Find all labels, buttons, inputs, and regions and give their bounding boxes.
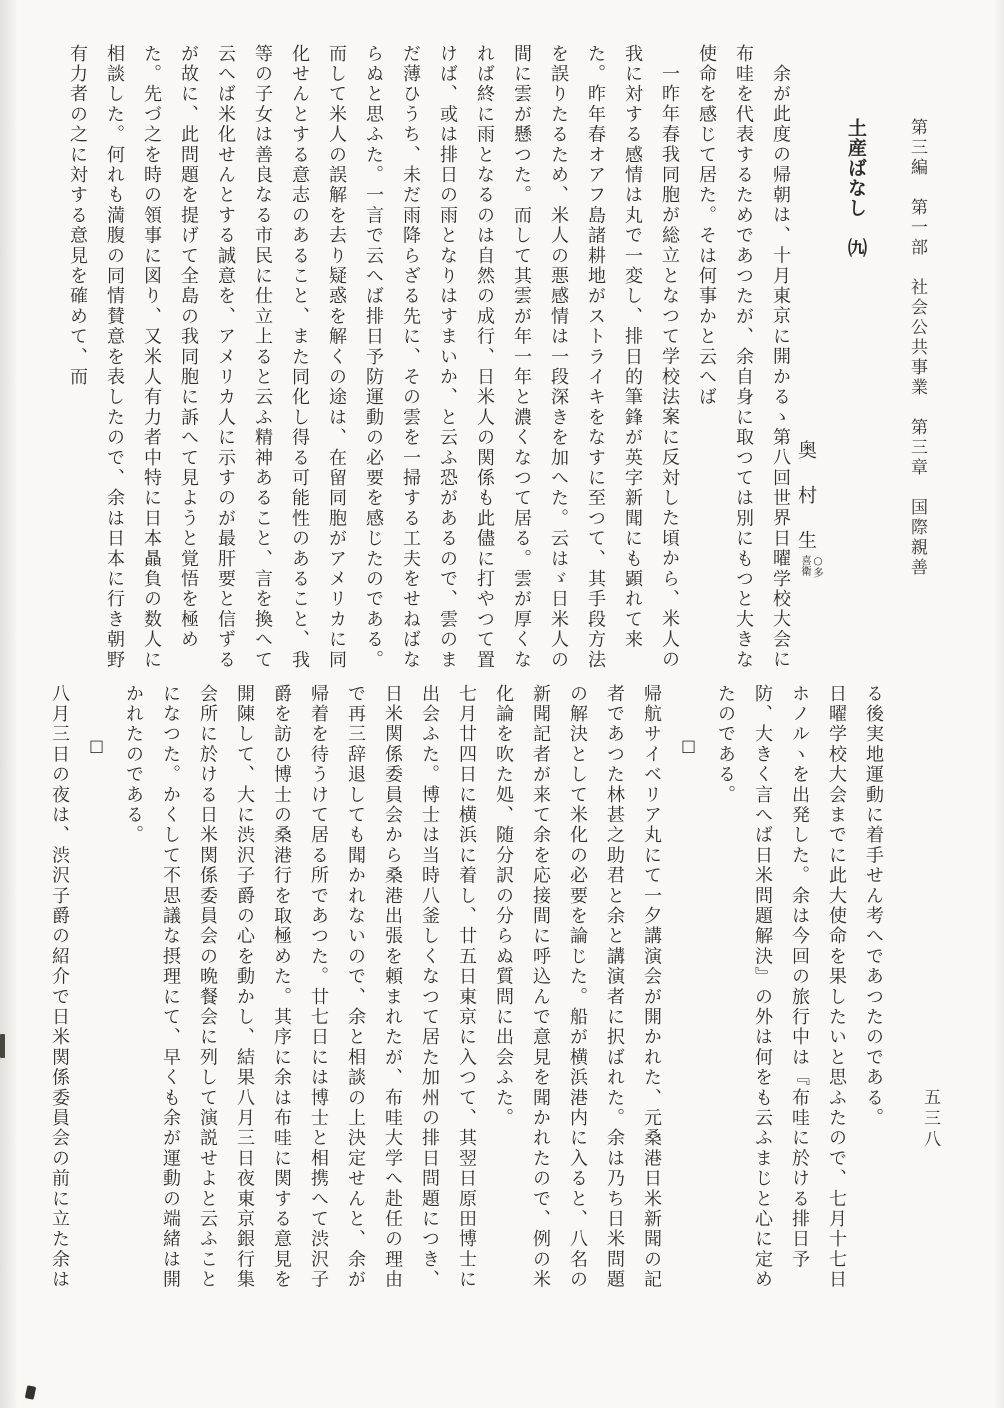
scan-artifact	[0, 1034, 5, 1058]
running-head: 第三編 第一部 社会公共事業 第三章 国際親善	[907, 118, 927, 578]
scan-edge-shadow	[994, 0, 1004, 1408]
section-divider-icon: □	[679, 736, 698, 758]
paragraph: 帰航サイベリア丸にて一夕講演会が開かれた、元桑港日米新聞の記者であつた林甚之助君と余と講演者に択ばれた。余は乃ち日米問題の解決として米化の必要を論じた。船が横浜港内に入ると、八名の新聞記者が来て余を応接間に呼込んで意見を聞かれたので、例の米化論を吹た処、随分訳の分らぬ質問に出会ふた。	[493, 684, 662, 1290]
article-title: 土産ばなし ㈨	[845, 118, 867, 258]
paragraph: 余が此度の帰朝は、十月東京に開かるゝ第八回世界日曜学校大会に布哇を代表するためであつたが、余自身に取つては別にもつと大きな使命を感じて居た。そは何事かと云へば	[696, 44, 791, 671]
paragraph: 七月廿四日に横浜に着し、廿五日東京に入つて、其翌日原田博士に出会ふた。博士は当時八釜しくなつて居た加州の排日問題につき、日米関係委員会から桑港出張を頼まれたが、布哇大学へ赴任の理由で再三辞退しても聞かれないので、余と相談の上決定せんと、余が帰着を待うけて居る所であつた。廿七日には博士と相携へて渋沢子爵を訪ひ博士の桑港行を取極めた。其序に余は布哇に関する意見を開陳して、大に渋沢子爵の心を動かし、結果八月三日夜東京銀行集会所に於ける日米関係委員会の晩餐会に列して演説せよと云ふことになつた。かくして不思議な摂理にて、早くも余が運動の端緒は開かれたのである。	[123, 684, 477, 1290]
top-text-block	[57, 44, 799, 672]
page-number: 五三八	[920, 1088, 940, 1151]
section-divider-icon: □	[87, 736, 106, 758]
scan-artifact	[25, 1385, 37, 1400]
paragraph: 一昨年春我同胞が総立となつて学校法案に反対した頃から、米人の我に対する感情は丸で一変し、排日的筆鋒が英字新聞にも顕れて来た。昨年春オアフ島諸耕地がストライキをなすに至つて、其手段方法を誤りたるため、米人の悪感情は一段深きを加へた。云はゞ日米人の間に雲が懸つた。而して其雲が年一年と濃くなつて居る。雲が厚くなれば終に雨となるのは自然の成行、日米人の関係も此儘に打やつて置けば、或は排日の雨となりはすまいか、と云ふ恐があるので、雲のまだ薄ひうち、未だ雨降らざる先に、その雲を一掃する工夫をせねばならぬと思ふた。一言で云へば排日予防運動の必要を感じたのである。而して米人の誤解を去り疑惑を解くの途は、在留同胞がアメリカに同化せんとする意志のあること、また同化し得る可能性のあること、我等の子女は善良なる市民に仕立上ると云ふ精神あること、言を換へて云へば米化せんとする誠意を、アメリカ人に示すのが最肝要と信ずるが故に、此問題を提げて全島の我同胞に訴へて見ようと覚悟を極めた。先づ之を時の領事に図り、又米人有力者中特に日本贔負の数人に相談した。何れも満腹の同情賛意を表したので、余は日本に行き朝野有力者の之に対する意見を確めて、而	[67, 44, 680, 671]
paragraph: 八月三日の夜は、渋沢子爵の紹介で日米関係委員会の前に立た余は	[49, 684, 70, 1290]
author-name-note: ○多喜衛	[800, 554, 824, 577]
paragraph: 日曜学校大会までに此大使命を果したいと思ふたので、七月十七日ホノルヽを出発した。余は今回の旅行中は『布哇に於ける排日予防、大きく言へば日米問題解決』の外は何をも云ふまじと心に定めたのである。	[715, 684, 847, 1290]
paragraph: る後実地運動に着手せん考へであつたのである。	[863, 684, 884, 1129]
author-name: 奥 村 生	[795, 440, 817, 553]
bottom-text-block	[49, 684, 892, 1294]
scan-edge-shadow	[0, 0, 18, 1408]
